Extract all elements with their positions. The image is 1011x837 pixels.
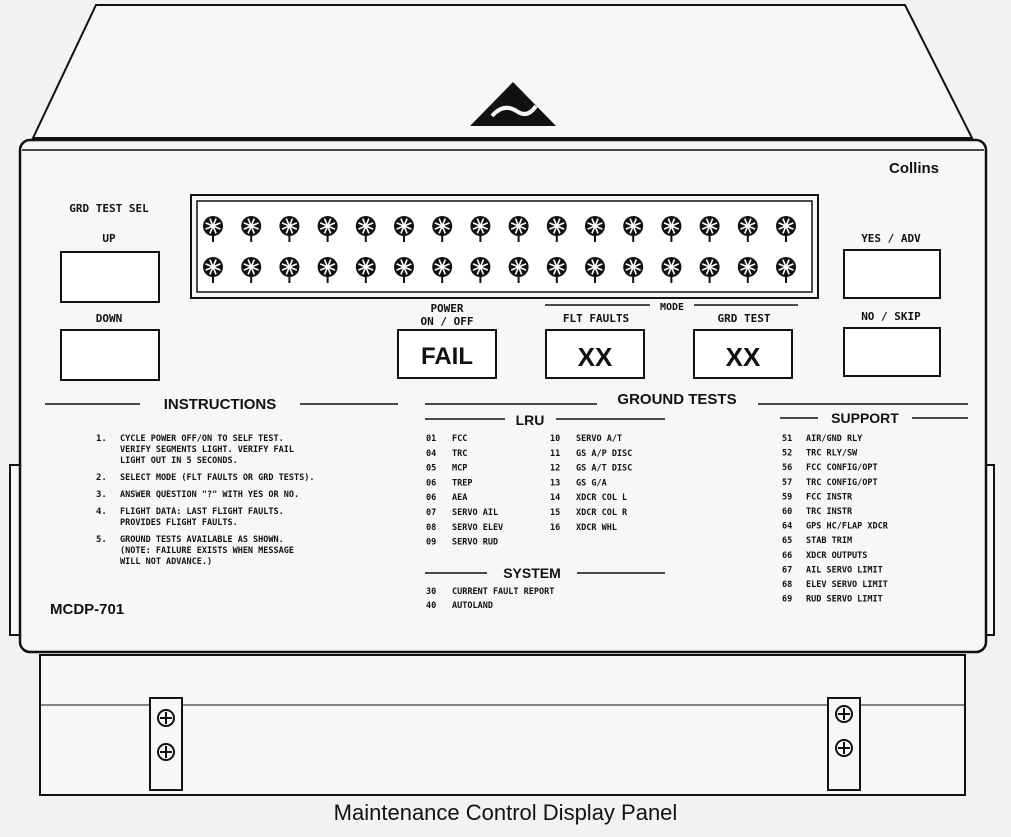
test-code: 16 <box>550 522 561 533</box>
instruction-line: CYCLE POWER OFF/ON TO SELF TEST. <box>120 434 284 444</box>
ground-tests-title: GROUND TESTS <box>617 391 737 408</box>
instruction-number: 4. <box>96 507 107 517</box>
test-name: FCC INSTR <box>806 492 853 503</box>
instruction-line: WILL NOT ADVANCE.) <box>120 557 213 567</box>
test-code: 12 <box>550 463 561 474</box>
test-name: TRC <box>452 448 468 459</box>
test-name: TRC INSTR <box>806 507 853 517</box>
test-code: 13 <box>550 478 561 489</box>
test-code-row <box>426 601 493 611</box>
instruction-item <box>96 490 299 500</box>
instruction-line: ANSWER QUESTION "?" WITH YES OR NO. <box>120 490 300 500</box>
figure-caption: Maintenance Control Display Panel <box>333 800 678 825</box>
test-name: SERVO AIL <box>452 508 499 518</box>
yes-adv-label: YES / ADV <box>861 232 921 245</box>
instruction-number: 5. <box>96 535 107 545</box>
test-name: AIL SERVO LIMIT <box>806 565 883 576</box>
test-code: 65 <box>782 536 793 547</box>
test-code: 60 <box>782 507 793 517</box>
flt-faults-value: XX <box>577 342 613 372</box>
test-code: 09 <box>426 537 437 548</box>
test-code: 04 <box>426 448 437 459</box>
test-name: XDCR WHL <box>576 522 617 533</box>
instruction-item <box>96 473 314 483</box>
instruction-line: LIGHT OUT IN 5 SECONDS. <box>120 456 238 466</box>
flt-faults-label: FLT FAULTS <box>562 312 630 325</box>
support-title: SUPPORT <box>831 410 899 426</box>
test-name: XDCR COL L <box>576 493 628 504</box>
test-name: MCP <box>452 463 468 474</box>
test-name: GS A/T DISC <box>576 463 633 474</box>
test-name: AIR/GND RLY <box>806 434 863 444</box>
test-name: AUTOLAND <box>452 601 493 611</box>
up-label: UP <box>102 232 116 245</box>
test-code: 07 <box>426 508 437 518</box>
test-name: TRC RLY/SW <box>806 448 858 459</box>
test-code: 05 <box>426 463 437 474</box>
test-code: 64 <box>782 521 793 532</box>
test-code: 10 <box>550 434 561 444</box>
test-name: TREP <box>452 478 473 489</box>
grd-test-value: XX <box>725 342 761 372</box>
model-label: MCDP-701 <box>50 601 125 618</box>
instruction-line: PROVIDES FLIGHT FAULTS. <box>120 518 238 528</box>
test-code: 57 <box>782 477 793 488</box>
test-name: FCC CONFIG/OPT <box>806 463 878 474</box>
test-code: 51 <box>782 434 793 444</box>
grd-test-label: GRD TEST <box>717 312 771 325</box>
test-code: 52 <box>782 448 793 459</box>
brand-label: Collins <box>888 160 940 177</box>
test-code: 08 <box>426 522 437 533</box>
grd-test-sel-label: GRD TEST SEL <box>69 202 149 215</box>
test-name: TRC CONFIG/OPT <box>806 477 878 488</box>
test-code: 69 <box>782 594 793 605</box>
test-name: CURRENT FAULT REPORT <box>452 587 555 597</box>
test-code: 67 <box>782 565 793 576</box>
power-fail-indicator: FAIL <box>421 343 473 370</box>
test-name: AEA <box>452 493 468 504</box>
test-name: FCC <box>452 434 468 444</box>
test-name: SERVO A/T <box>576 434 623 444</box>
test-code: 66 <box>782 550 793 561</box>
no-skip-label: NO / SKIP <box>861 310 921 323</box>
instruction-line: SELECT MODE (FLT FAULTS OR GRD TESTS). <box>120 473 315 483</box>
test-name: ELEV SERVO LIMIT <box>806 580 888 590</box>
test-name: GS A/P DISC <box>576 448 633 459</box>
power-label: POWER <box>430 302 464 315</box>
test-code: 06 <box>426 478 437 489</box>
mounting-bracket-right <box>828 698 860 790</box>
down-button[interactable] <box>61 330 159 380</box>
test-name: GPS HC/FLAP XDCR <box>806 521 888 532</box>
lru-title: LRU <box>515 412 545 428</box>
test-code: 06 <box>426 493 437 504</box>
instruction-line: FLIGHT DATA: LAST FLIGHT FAULTS. <box>120 507 284 517</box>
mode-label: MODE <box>659 302 685 313</box>
instruction-line: (NOTE: FAILURE EXISTS WHEN MESSAGE <box>120 546 294 556</box>
test-code: 59 <box>782 492 793 503</box>
test-name: GS G/A <box>576 478 607 489</box>
test-code-row <box>550 523 617 533</box>
test-code: 15 <box>550 508 561 518</box>
system-title: SYSTEM <box>503 565 561 581</box>
test-code: 30 <box>426 587 437 597</box>
instruction-number: 1. <box>96 434 107 444</box>
test-code: 14 <box>550 493 561 504</box>
test-name: SERVO ELEV <box>452 522 504 533</box>
instruction-number: 3. <box>96 490 107 500</box>
yes-adv-button[interactable] <box>844 250 940 298</box>
up-button[interactable] <box>61 252 159 302</box>
test-code: 56 <box>782 463 793 474</box>
no-skip-button[interactable] <box>844 328 940 376</box>
instruction-number: 2. <box>96 473 107 483</box>
down-label: DOWN <box>95 312 123 325</box>
test-code-row <box>550 478 607 488</box>
power-sub-label: ON / OFF <box>420 315 474 328</box>
test-name: RUD SERVO LIMIT <box>806 594 883 605</box>
test-name: XDCR COL R <box>576 508 628 518</box>
test-name: XDCR OUTPUTS <box>806 550 868 561</box>
instruction-line: VERIFY SEGMENTS LIGHT. VERIFY FAIL <box>120 445 294 455</box>
test-code: 68 <box>782 580 793 590</box>
test-code: 11 <box>550 448 561 459</box>
test-code: 01 <box>426 434 437 444</box>
instructions-title: INSTRUCTIONS <box>163 396 277 413</box>
test-name: SERVO RUD <box>452 537 499 548</box>
instruction-line: GROUND TESTS AVAILABLE AS SHOWN. <box>120 535 284 545</box>
mounting-bracket-left <box>150 698 182 790</box>
test-code: 40 <box>426 601 437 611</box>
test-name: STAB TRIM <box>806 536 853 547</box>
